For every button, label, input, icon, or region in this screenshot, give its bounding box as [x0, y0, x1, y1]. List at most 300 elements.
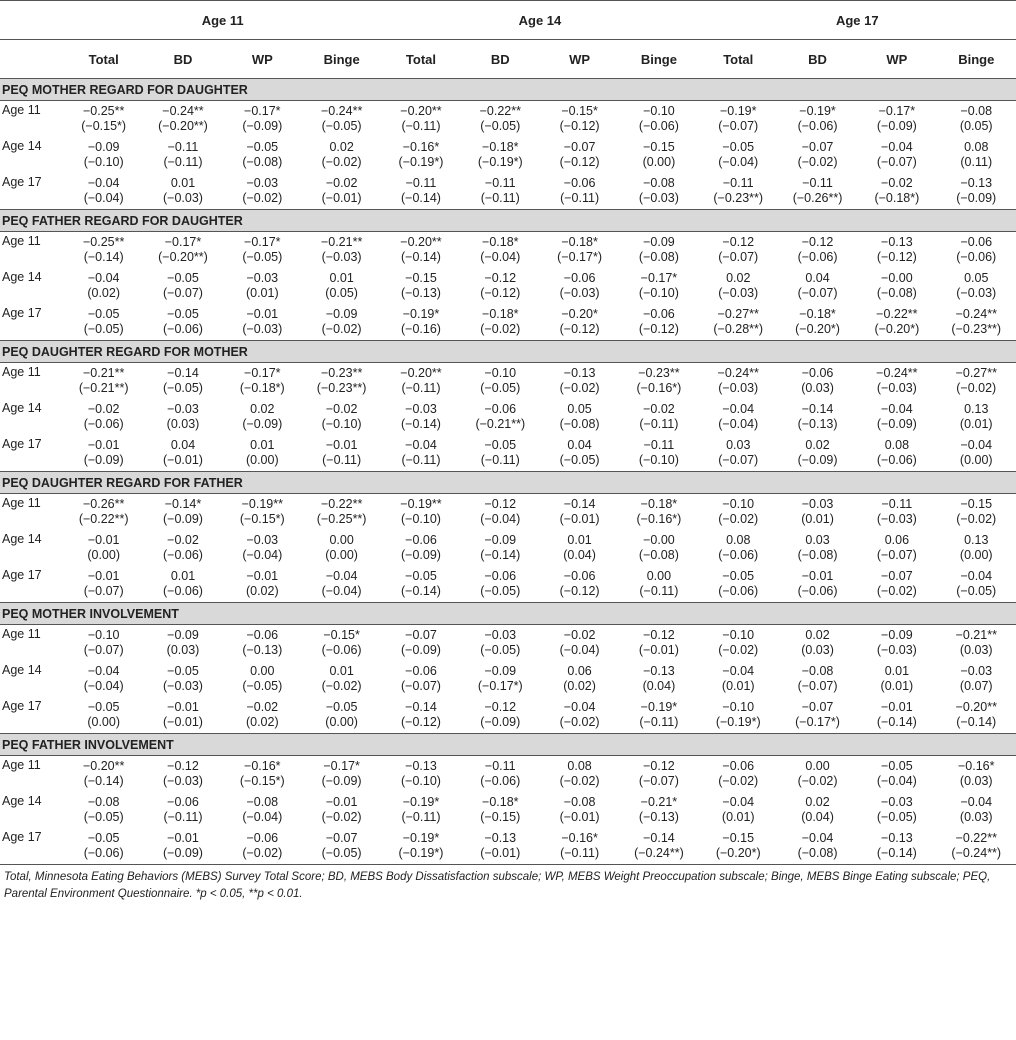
table-cell — [461, 494, 540, 531]
correlation-value: −0.06 — [484, 569, 517, 583]
table-cell — [381, 625, 460, 662]
partial-correlation-value: (−0.02) — [321, 810, 362, 824]
partial-correlation-value: (−0.02) — [718, 774, 759, 788]
row-label: Age 17 — [0, 435, 64, 472]
correlation-value: −0.18* — [799, 307, 836, 321]
partial-correlation-value: (−0.19*) — [398, 155, 444, 169]
table-cell — [64, 101, 143, 138]
partial-correlation-value: (−0.21**) — [475, 417, 526, 431]
partial-correlation-value: (−0.04) — [718, 155, 759, 169]
correlation-value: 0.00 — [646, 569, 672, 583]
partial-correlation-value: (−0.07) — [400, 679, 441, 693]
correlation-value: −0.21** — [955, 628, 997, 642]
table-cell — [223, 494, 302, 531]
correlation-value: −0.14* — [164, 497, 202, 511]
partial-correlation-value: (−0.08) — [242, 155, 283, 169]
row-label-header — [0, 40, 64, 79]
correlation-value: −0.04 — [87, 176, 120, 190]
row-label: Age 11 — [2, 234, 41, 248]
correlation-value: −0.11 — [484, 759, 516, 773]
partial-correlation-value: (−0.19*) — [398, 846, 444, 860]
table-cell — [540, 661, 619, 697]
partial-correlation-value: (0.02) — [245, 715, 279, 729]
table-cell — [937, 232, 1016, 269]
correlation-value: −0.02 — [246, 700, 279, 714]
correlation-value: 0.01 — [884, 664, 910, 678]
table-cell — [223, 399, 302, 435]
column-header: Total — [699, 40, 778, 79]
table-cell — [143, 697, 222, 734]
partial-correlation-value: (−0.06) — [797, 250, 838, 264]
table-cell — [778, 494, 857, 531]
table-cell — [64, 173, 143, 210]
correlation-value: −0.01 — [881, 700, 913, 714]
partial-correlation-value: (−0.15*) — [239, 512, 285, 526]
correlation-value: −0.18* — [482, 140, 519, 154]
table-cell — [461, 268, 540, 304]
partial-correlation-value: (−0.06) — [163, 584, 203, 598]
correlation-value: −0.06 — [563, 271, 596, 285]
partial-correlation-value: (−0.01) — [163, 715, 203, 729]
table-cell — [223, 625, 302, 662]
correlation-value: −0.19* — [402, 795, 440, 809]
table-cell — [143, 173, 222, 210]
table-cell — [857, 697, 936, 734]
table-cell — [857, 494, 936, 531]
correlation-value: −0.22** — [955, 831, 997, 845]
table-cell — [143, 530, 222, 566]
table-cell — [937, 566, 1016, 603]
table-cell — [937, 399, 1016, 435]
partial-correlation-value: (0.03) — [166, 417, 200, 431]
correlation-value: −0.08 — [246, 795, 279, 809]
correlation-value: −0.00 — [643, 533, 675, 547]
correlation-value: −0.03 — [881, 795, 913, 809]
partial-correlation-value: (−0.03) — [559, 286, 600, 300]
table-cell — [64, 828, 143, 865]
correlation-value: −0.05 — [722, 569, 755, 583]
partial-correlation-value: (−0.06) — [718, 548, 759, 562]
correlation-value: −0.25** — [82, 235, 125, 249]
correlation-value: 0.01 — [170, 569, 196, 583]
partial-correlation-value: (0.00) — [245, 453, 279, 467]
correlation-value: −0.19** — [241, 497, 283, 511]
partial-correlation-value: (−0.09) — [163, 846, 203, 860]
table-row — [0, 494, 1016, 531]
partial-correlation-value: (−0.06) — [797, 119, 838, 133]
table-cell — [540, 399, 619, 435]
table-cell — [381, 697, 460, 734]
partial-correlation-value: (−0.05) — [83, 322, 124, 336]
table-cell — [143, 304, 222, 341]
partial-correlation-value: (−0.09) — [321, 774, 362, 788]
table-header — [0, 1, 1016, 79]
section-title: PEQ FATHER REGARD FOR DAUGHTER — [0, 210, 1016, 232]
row-label: Age 11 — [2, 758, 41, 772]
correlation-value: 0.06 — [884, 533, 910, 547]
partial-correlation-value: (−0.11) — [560, 846, 600, 860]
partial-correlation-value: (−0.08) — [559, 417, 600, 431]
table-cell — [937, 363, 1016, 400]
row-label: Age 14 — [2, 663, 42, 677]
partial-correlation-value: (−0.11) — [401, 119, 441, 133]
partial-correlation-value: (−0.23**) — [316, 381, 367, 395]
correlation-value: 0.01 — [567, 533, 592, 547]
partial-correlation-value: (−0.02) — [242, 191, 283, 205]
correlation-value: −0.20** — [82, 759, 125, 773]
table-cell — [857, 530, 936, 566]
correlation-value: −0.15 — [405, 271, 437, 285]
table-row — [0, 232, 1016, 269]
table-cell — [381, 173, 460, 210]
correlation-value: 0.02 — [250, 402, 275, 416]
table-cell — [302, 268, 381, 304]
partial-correlation-value: (−0.03) — [718, 286, 759, 300]
table-cell — [699, 101, 778, 138]
correlation-value: −0.07 — [563, 140, 596, 154]
correlation-value: −0.14 — [405, 700, 437, 714]
column-header: WP — [540, 40, 619, 79]
table-cell — [778, 625, 857, 662]
table-row — [0, 756, 1016, 793]
correlation-value: 0.01 — [329, 271, 354, 285]
table-cell — [699, 756, 778, 793]
partial-correlation-value: (−0.03) — [163, 191, 203, 205]
table-cell — [461, 232, 540, 269]
partial-correlation-value: (−0.07) — [718, 250, 759, 264]
partial-correlation-value: (−0.13) — [638, 810, 679, 824]
partial-correlation-value: (−0.05) — [321, 119, 362, 133]
partial-correlation-value: (−0.02) — [956, 512, 997, 526]
table-cell — [223, 530, 302, 566]
partial-correlation-value: (−0.06) — [83, 846, 124, 860]
correlation-value: 0.02 — [805, 438, 830, 452]
partial-correlation-value: (−0.08) — [797, 846, 838, 860]
correlation-value: −0.01 — [246, 569, 279, 583]
partial-correlation-value: (−0.12) — [400, 715, 441, 729]
partial-correlation-value: (−0.01) — [321, 191, 362, 205]
partial-correlation-value: (−0.14) — [876, 715, 917, 729]
table-cell — [64, 304, 143, 341]
correlation-value: 0.04 — [567, 438, 592, 452]
correlation-value: −0.04 — [801, 831, 834, 845]
correlation-value: −0.10 — [722, 628, 755, 642]
correlation-value: −0.09 — [484, 664, 517, 678]
partial-correlation-value: (−0.05) — [480, 584, 521, 598]
table-cell — [302, 697, 381, 734]
partial-correlation-value: (−0.02) — [321, 679, 362, 693]
table-cell — [619, 232, 698, 269]
table-cell — [461, 530, 540, 566]
table-cell — [857, 399, 936, 435]
correlation-value: −0.12 — [484, 497, 517, 511]
table-cell — [64, 697, 143, 734]
correlation-value: −0.07 — [801, 700, 834, 714]
partial-correlation-value: (−0.09) — [400, 548, 441, 562]
partial-correlation-value: (−0.06) — [321, 643, 362, 657]
correlation-value: 0.08 — [884, 438, 910, 452]
table-cell — [699, 566, 778, 603]
row-label: Age 17 — [0, 173, 64, 210]
table-cell — [857, 232, 936, 269]
table-cell — [857, 828, 936, 865]
correlation-value: −0.07 — [801, 140, 834, 154]
partial-correlation-value: (−0.14) — [400, 250, 441, 264]
partial-correlation-value: (−0.12) — [559, 584, 600, 598]
section-title: PEQ DAUGHTER REGARD FOR MOTHER — [0, 341, 1016, 363]
partial-correlation-value: (0.01) — [880, 679, 914, 693]
table-cell — [778, 756, 857, 793]
partial-correlation-value: (−0.24**) — [951, 846, 1002, 860]
partial-correlation-value: (0.03) — [801, 643, 834, 657]
table-cell — [699, 137, 778, 173]
correlation-value: −0.01 — [325, 438, 358, 452]
table-cell — [937, 304, 1016, 341]
table-cell — [540, 137, 619, 173]
partial-correlation-value: (−0.05) — [480, 643, 521, 657]
partial-correlation-value: (−0.06) — [480, 774, 521, 788]
correlation-value: −0.03 — [484, 628, 517, 642]
table-cell — [699, 363, 778, 400]
partial-correlation-value: (0.04) — [563, 548, 596, 562]
correlation-value: −0.01 — [325, 795, 358, 809]
partial-correlation-value: (−0.03) — [876, 381, 917, 395]
table-cell — [223, 566, 302, 603]
correlation-value: 0.08 — [567, 759, 592, 773]
table-cell — [857, 137, 936, 173]
column-header: Binge — [302, 40, 381, 79]
partial-correlation-value: (0.00) — [87, 548, 120, 562]
partial-correlation-value: (−0.11) — [163, 155, 203, 169]
correlation-value: −0.17* — [878, 104, 916, 118]
correlation-value: −0.27** — [955, 366, 997, 380]
table-cell — [64, 756, 143, 793]
table-cell — [699, 625, 778, 662]
partial-correlation-value: (−0.28**) — [713, 322, 764, 336]
partial-correlation-value: (−0.16*) — [636, 512, 682, 526]
partial-correlation-value: (−0.17*) — [477, 679, 523, 693]
partial-correlation-value: (−0.01) — [480, 846, 521, 860]
correlation-value: −0.24** — [717, 366, 759, 380]
partial-correlation-value: (−0.03) — [163, 679, 203, 693]
table-cell — [64, 363, 143, 400]
table-cell — [302, 828, 381, 865]
correlation-value: −0.08 — [563, 795, 596, 809]
correlation-value: −0.07 — [325, 831, 358, 845]
partial-correlation-value: (−0.02) — [718, 512, 759, 526]
partial-correlation-value: (0.02) — [245, 584, 279, 598]
table-cell — [223, 173, 302, 210]
correlation-value: −0.05 — [87, 307, 120, 321]
partial-correlation-value: (0.01) — [721, 679, 755, 693]
correlation-value: −0.12 — [801, 235, 834, 249]
partial-correlation-value: (−0.09) — [876, 417, 917, 431]
table-cell — [937, 173, 1016, 210]
correlation-value: −0.08 — [643, 176, 675, 190]
partial-correlation-value: (−0.03) — [876, 512, 917, 526]
correlation-value: −0.01 — [801, 569, 834, 583]
partial-correlation-value: (−0.11) — [480, 191, 520, 205]
section-header-row — [0, 341, 1016, 363]
table-cell — [540, 792, 619, 828]
partial-correlation-value: (−0.14) — [400, 191, 441, 205]
partial-correlation-value: (0.00) — [959, 548, 993, 562]
column-header: WP — [223, 40, 302, 79]
partial-correlation-value: (−0.04) — [321, 584, 362, 598]
correlation-value: 0.02 — [329, 140, 354, 154]
correlation-value: −0.15 — [722, 831, 755, 845]
table-cell — [143, 101, 222, 138]
correlation-value: −0.26** — [82, 497, 125, 511]
correlation-value: −0.12 — [484, 700, 517, 714]
correlation-value: 0.13 — [964, 402, 989, 416]
table-cell — [699, 697, 778, 734]
correlation-value: −0.11 — [881, 497, 913, 511]
table-cell — [937, 661, 1016, 697]
table-cell — [223, 232, 302, 269]
partial-correlation-value: (0.04) — [642, 679, 676, 693]
partial-correlation-value: (−0.01) — [163, 453, 203, 467]
partial-correlation-value: (−0.24**) — [634, 846, 684, 860]
table-cell — [937, 756, 1016, 793]
correlation-value: 0.06 — [567, 664, 592, 678]
partial-correlation-value: (−0.04) — [242, 548, 283, 562]
table-cell — [540, 530, 619, 566]
correlation-value: 0.03 — [805, 533, 830, 547]
correlation-value: −0.01 — [167, 700, 199, 714]
partial-correlation-value: (−0.12) — [559, 155, 600, 169]
partial-correlation-value: (−0.07) — [797, 679, 838, 693]
correlation-value: −0.02 — [87, 402, 120, 416]
row-label: Age 14 — [2, 532, 42, 546]
correlation-value: −0.04 — [881, 402, 913, 416]
correlation-value: −0.19* — [402, 831, 440, 845]
table-cell — [461, 661, 540, 697]
partial-correlation-value: (−0.10) — [400, 774, 441, 788]
partial-correlation-value: (0.02) — [563, 679, 596, 693]
correlation-value: −0.23** — [320, 366, 363, 380]
partial-correlation-value: (−0.09) — [83, 453, 124, 467]
table-row — [0, 566, 1016, 603]
column-header: BD — [461, 40, 540, 79]
table-cell — [143, 625, 222, 662]
correlation-value: −0.04 — [960, 795, 993, 809]
table-cell — [699, 530, 778, 566]
age-group-header: Age 17 — [699, 1, 1016, 40]
correlation-value: 0.04 — [805, 271, 830, 285]
correlation-value: −0.18* — [561, 235, 598, 249]
table-cell — [619, 268, 698, 304]
table-cell — [223, 756, 302, 793]
correlation-value: −0.22** — [479, 104, 521, 118]
partial-correlation-value: (−0.18*) — [239, 381, 285, 395]
table-cell — [64, 494, 143, 531]
row-label: Age 17 — [0, 566, 64, 603]
table-cell — [381, 661, 460, 697]
age-group-header-row — [0, 1, 1016, 40]
corner-cell — [0, 1, 64, 40]
correlation-value: −0.17* — [323, 759, 360, 773]
correlation-value: 0.04 — [170, 438, 196, 452]
table-cell — [857, 363, 936, 400]
correlation-value: −0.17* — [244, 235, 281, 249]
correlation-value: −0.04 — [722, 664, 755, 678]
partial-correlation-value: (−0.23**) — [951, 322, 1002, 336]
partial-correlation-value: (−0.11) — [639, 417, 679, 431]
table-row — [0, 828, 1016, 865]
table-cell — [778, 137, 857, 173]
partial-correlation-value: (0.00) — [87, 715, 120, 729]
table-cell — [699, 494, 778, 531]
partial-correlation-value: (−0.20*) — [795, 322, 840, 336]
table-cell — [937, 625, 1016, 662]
table-row — [0, 101, 1016, 138]
table-cell — [64, 399, 143, 435]
correlation-value: −0.17* — [164, 235, 202, 249]
partial-correlation-value: (−0.11) — [401, 381, 441, 395]
correlation-value: 0.02 — [805, 795, 830, 809]
correlation-value: −0.04 — [722, 402, 755, 416]
partial-correlation-value: (−0.14) — [876, 846, 917, 860]
correlation-value: −0.00 — [881, 271, 913, 285]
partial-correlation-value: (−0.08) — [638, 548, 679, 562]
table-cell — [778, 304, 857, 341]
table-cell — [302, 304, 381, 341]
section-title: PEQ MOTHER INVOLVEMENT — [0, 603, 1016, 625]
table-cell — [619, 304, 698, 341]
partial-correlation-value: (−0.15) — [480, 810, 521, 824]
partial-correlation-value: (−0.05) — [321, 846, 362, 860]
table-cell — [64, 792, 143, 828]
correlation-value: 0.01 — [170, 176, 196, 190]
partial-correlation-value: (−0.09) — [242, 417, 283, 431]
partial-correlation-value: (−0.07) — [638, 774, 679, 788]
correlation-value: −0.06 — [643, 307, 675, 321]
table-cell — [381, 268, 460, 304]
partial-correlation-value: (−0.10) — [638, 286, 679, 300]
correlation-value: −0.10 — [643, 104, 675, 118]
table-cell — [302, 625, 381, 662]
correlation-value: −0.18* — [482, 795, 519, 809]
table-cell — [302, 792, 381, 828]
correlation-value: −0.04 — [960, 438, 993, 452]
correlation-value: 0.05 — [964, 271, 989, 285]
partial-correlation-value: (−0.09) — [956, 191, 997, 205]
correlation-value: −0.06 — [801, 366, 834, 380]
partial-correlation-value: (−0.09) — [242, 119, 283, 133]
table-row — [0, 399, 1016, 435]
table-cell — [461, 363, 540, 400]
correlation-value: −0.07 — [881, 569, 913, 583]
correlation-value: −0.11 — [405, 176, 437, 190]
correlation-value: −0.20* — [561, 307, 598, 321]
table-cell — [143, 137, 222, 173]
partial-correlation-value: (−0.13) — [400, 286, 441, 300]
correlation-value: −0.04 — [563, 700, 596, 714]
table-cell — [619, 530, 698, 566]
table-cell — [619, 697, 698, 734]
correlation-value: −0.06 — [960, 235, 993, 249]
table-cell — [540, 101, 619, 138]
table-cell — [540, 756, 619, 793]
row-label: Age 14 — [2, 794, 42, 808]
table-cell — [619, 494, 698, 531]
table-cell — [143, 268, 222, 304]
correlation-value: −0.06 — [167, 795, 199, 809]
partial-correlation-value: (−0.05) — [876, 810, 917, 824]
partial-correlation-value: (−0.20**) — [158, 119, 208, 133]
partial-correlation-value: (−0.14) — [83, 250, 124, 264]
